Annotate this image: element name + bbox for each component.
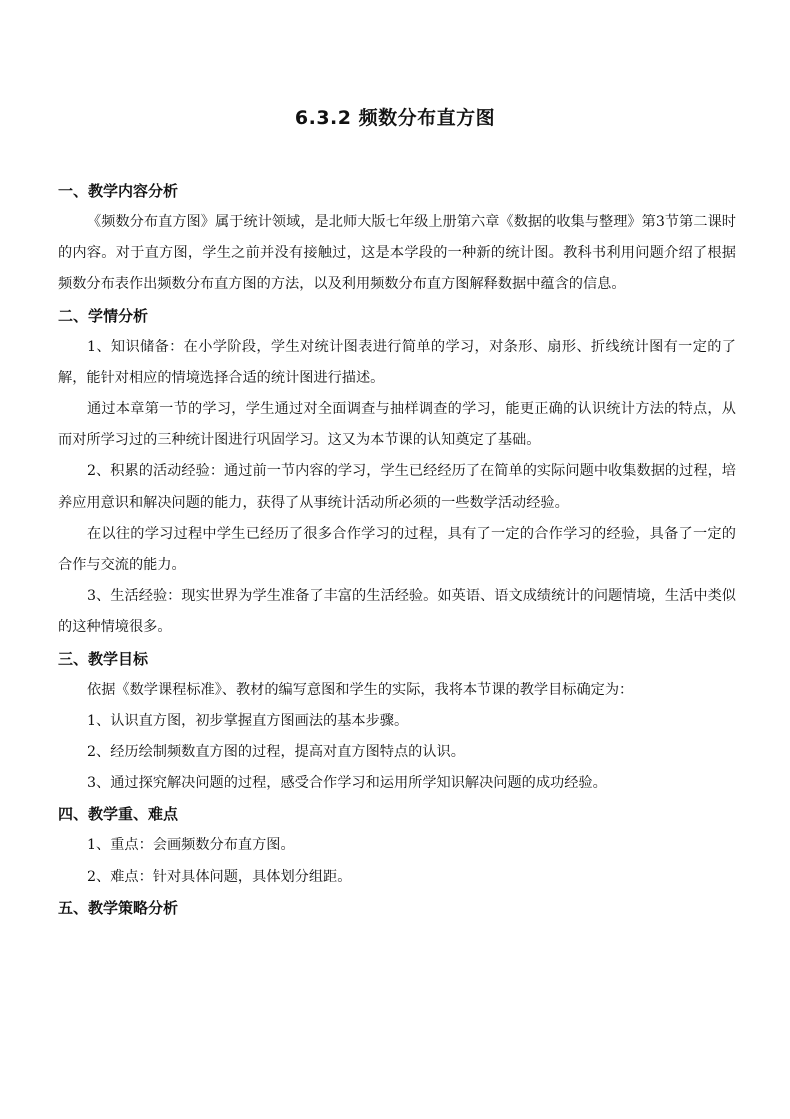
paragraph: 依据《数学课程标准》、教材的编写意图和学生的实际，我将本节课的教学目标确定为： — [87, 681, 634, 698]
section-teaching-goals — [58, 644, 736, 800]
list-item: 3、通过探究解决问题的过程，感受合作学习和运用所学知识解决问题的成功经验。 — [87, 775, 607, 792]
list-item: 1、认识直方图，初步掌握直方图画法的基本步骤。 — [87, 712, 409, 729]
document-title: 6.3.2 频数分布直方图 — [294, 107, 496, 129]
section-heading: 一、教学内容分析 — [58, 182, 179, 200]
section-heading: 四、教学重、难点 — [58, 805, 179, 824]
list-item: 1、重点：会画频数分布直方图。 — [87, 837, 295, 854]
list-item: 2、经历绘制频数直方图的过程，提高对直方图特点的认识。 — [87, 744, 465, 761]
section-student-analysis — [58, 301, 736, 644]
list-item: 2、难点：针对具体问题，具体划分组距。 — [87, 868, 352, 885]
paragraph: 《频数分布直方图》属于统计领域，是北师大版七年级上册第六章《数据的收集与整理》第3节第二课时的内容。对于直方图，学生之前并没有接触过，这是本学段的一种新的统计图。教科书利用问题介绍了根据频数分布表作出频数分布直方图的方法，以及利用频数分布直方图解释数据中蕴含的信息。 — [58, 214, 736, 293]
paragraph: 2、积累的活动经验：通过前一节内容的学习，学生已经经历了在简单的实际问题中收集数据的过程，培养应用意识和解决问题的能力，获得了从事统计活动所必须的一些数学活动经验。 — [58, 463, 736, 511]
paragraph: 通过本章第一节的学习，学生通过对全面调查与抽样调查的学习，能更正确的认识统计方法的特点，从而对所学习过的三种统计图进行巩固学习。这又为本节课的认知奠定了基础。 — [58, 401, 736, 449]
section-key-points — [58, 799, 736, 892]
document-body — [58, 176, 736, 924]
section-teaching-strategy — [58, 893, 736, 924]
section-heading: 二、学情分析 — [58, 306, 149, 325]
section-heading: 三、教学目标 — [58, 649, 149, 668]
paragraph: 3、生活经验：现实世界为学生准备了丰富的生活经验。如英语、语文成绩统计的问题情境，生活中类似的这种情境很多。 — [58, 588, 736, 636]
paragraph: 1、知识储备：在小学阶段，学生对统计图表进行简单的学习，对条形、扇形、折线统计图有一定的了解，能针对相应的情境选择合适的统计图进行描述。 — [58, 338, 736, 386]
paragraph: 在以往的学习过程中学生已经历了很多合作学习的过程，具有了一定的合作学习的经验，具备了一定的合作与交流的能力。 — [58, 525, 736, 574]
section-heading: 五、教学策略分析 — [58, 898, 179, 917]
section-content-analysis — [58, 176, 736, 301]
